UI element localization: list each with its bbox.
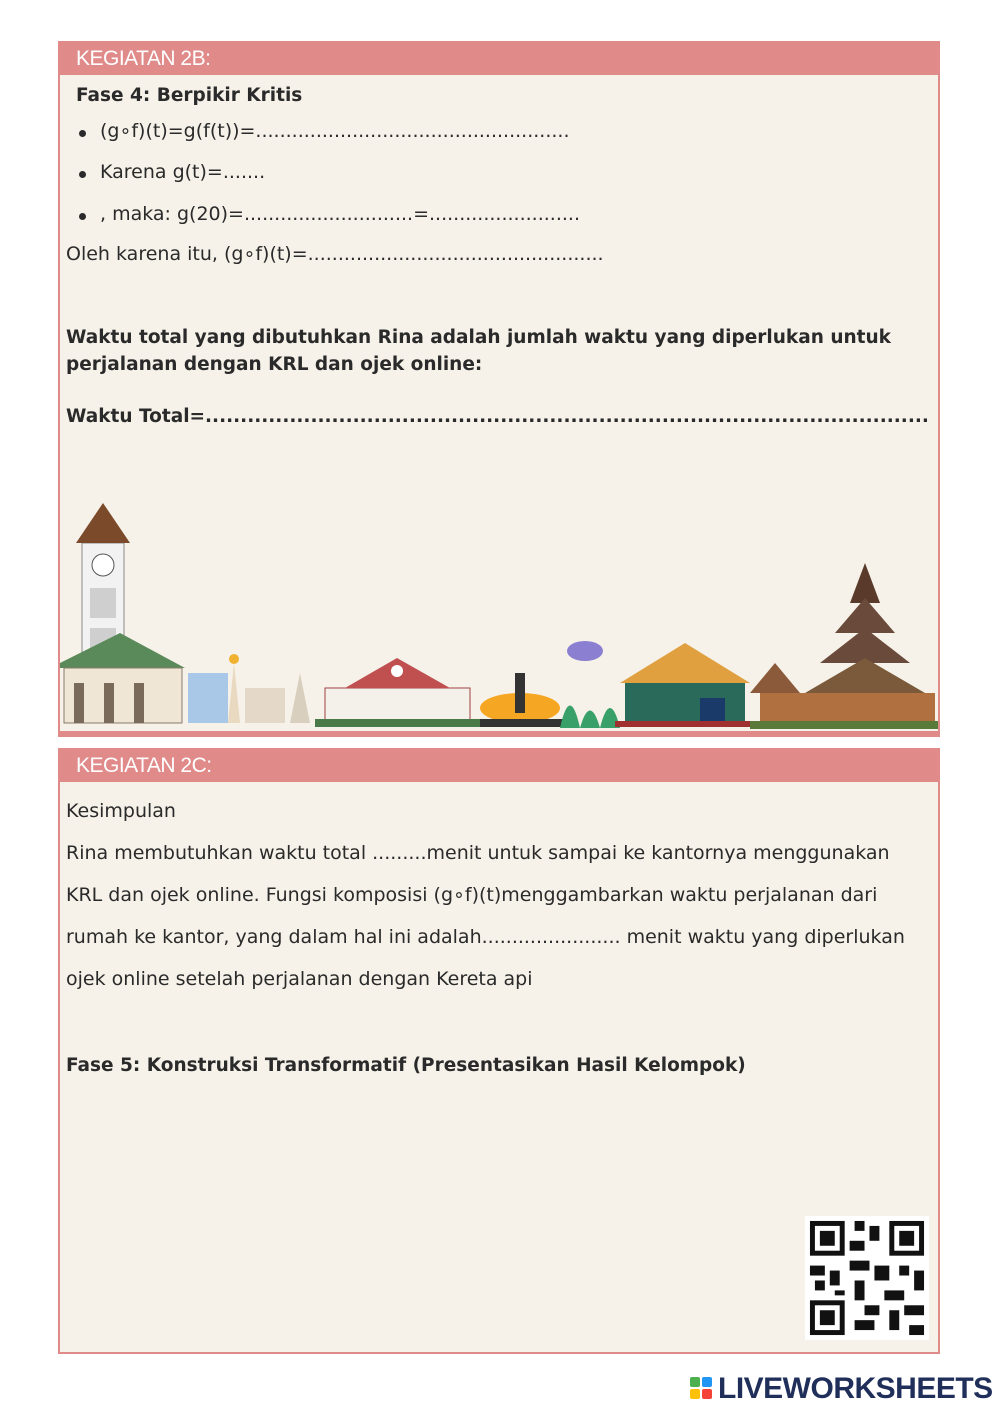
conclusion-subtitle: Kesimpulan [66,800,176,822]
activity-2b-header-label: KEGIATAN 2B: [76,47,211,70]
bullet-maka: , maka: g(20)=............................=......................... [100,203,580,225]
monument-icon [188,654,310,723]
bullet-karena: Karena g(t)=....... [100,161,266,183]
conclusion-paragraph-line: Rina membutuhkan waktu total .........menit untuk sampai ke kantornya menggunakan [66,842,890,864]
conclusion-paragraph-line: rumah ke kantor, yang dalam hal ini adalah....................... menit waktu yang diperlukan [66,926,905,948]
total-time-description-2: perjalanan dengan KRL dan ojek online: [66,354,483,375]
qr-code-icon [805,1216,929,1340]
total-time-description-1: Waktu total yang dibutuhkan Rina adalah jumlah waktu yang diperlukan untuk [66,327,891,348]
coral-dolphin-icon [560,641,620,728]
total-time-line: Waktu Total=....................................................................................................... [66,406,929,427]
conclusion-paragraph-line: KRL dan ojek online. Fungsi komposisi (g∘f)(t)menggambarkan waktu perjalanan dari [66,884,878,906]
activity-2c-header [60,750,938,782]
activity-2c-header-label: KEGIATAN 2C: [76,754,212,777]
traditional-house-icon [615,643,755,727]
liveworksheets-mark-icon [690,1377,714,1401]
liveworksheets-logo[interactable] [690,1374,993,1404]
conclusion-line: Oleh karena itu, (g∘f)(t)=................................................. [66,243,604,265]
landmarks-illustration [60,493,938,735]
keraton-building-icon [60,633,185,723]
activity-2b-panel [58,41,940,737]
activity-2b-header [60,43,938,75]
liveworksheets-brand-text: LIVEWORKSHEETS [718,1372,993,1405]
lotus-monument-icon [480,673,570,727]
bullet-composition: (g∘f)(t)=g(f(t))=.................................................... [100,120,570,142]
pagoda-temple-icon [750,563,938,729]
colonial-building-icon [315,658,480,727]
phase-5-title: Fase 5: Konstruksi Transformatif (Presentasikan Hasil Kelompok) [66,1055,746,1076]
phase-4-title: Fase 4: Berpikir Kritis [76,85,303,106]
conclusion-paragraph-line: ojek online setelah perjalanan dengan Kereta api [66,968,533,990]
